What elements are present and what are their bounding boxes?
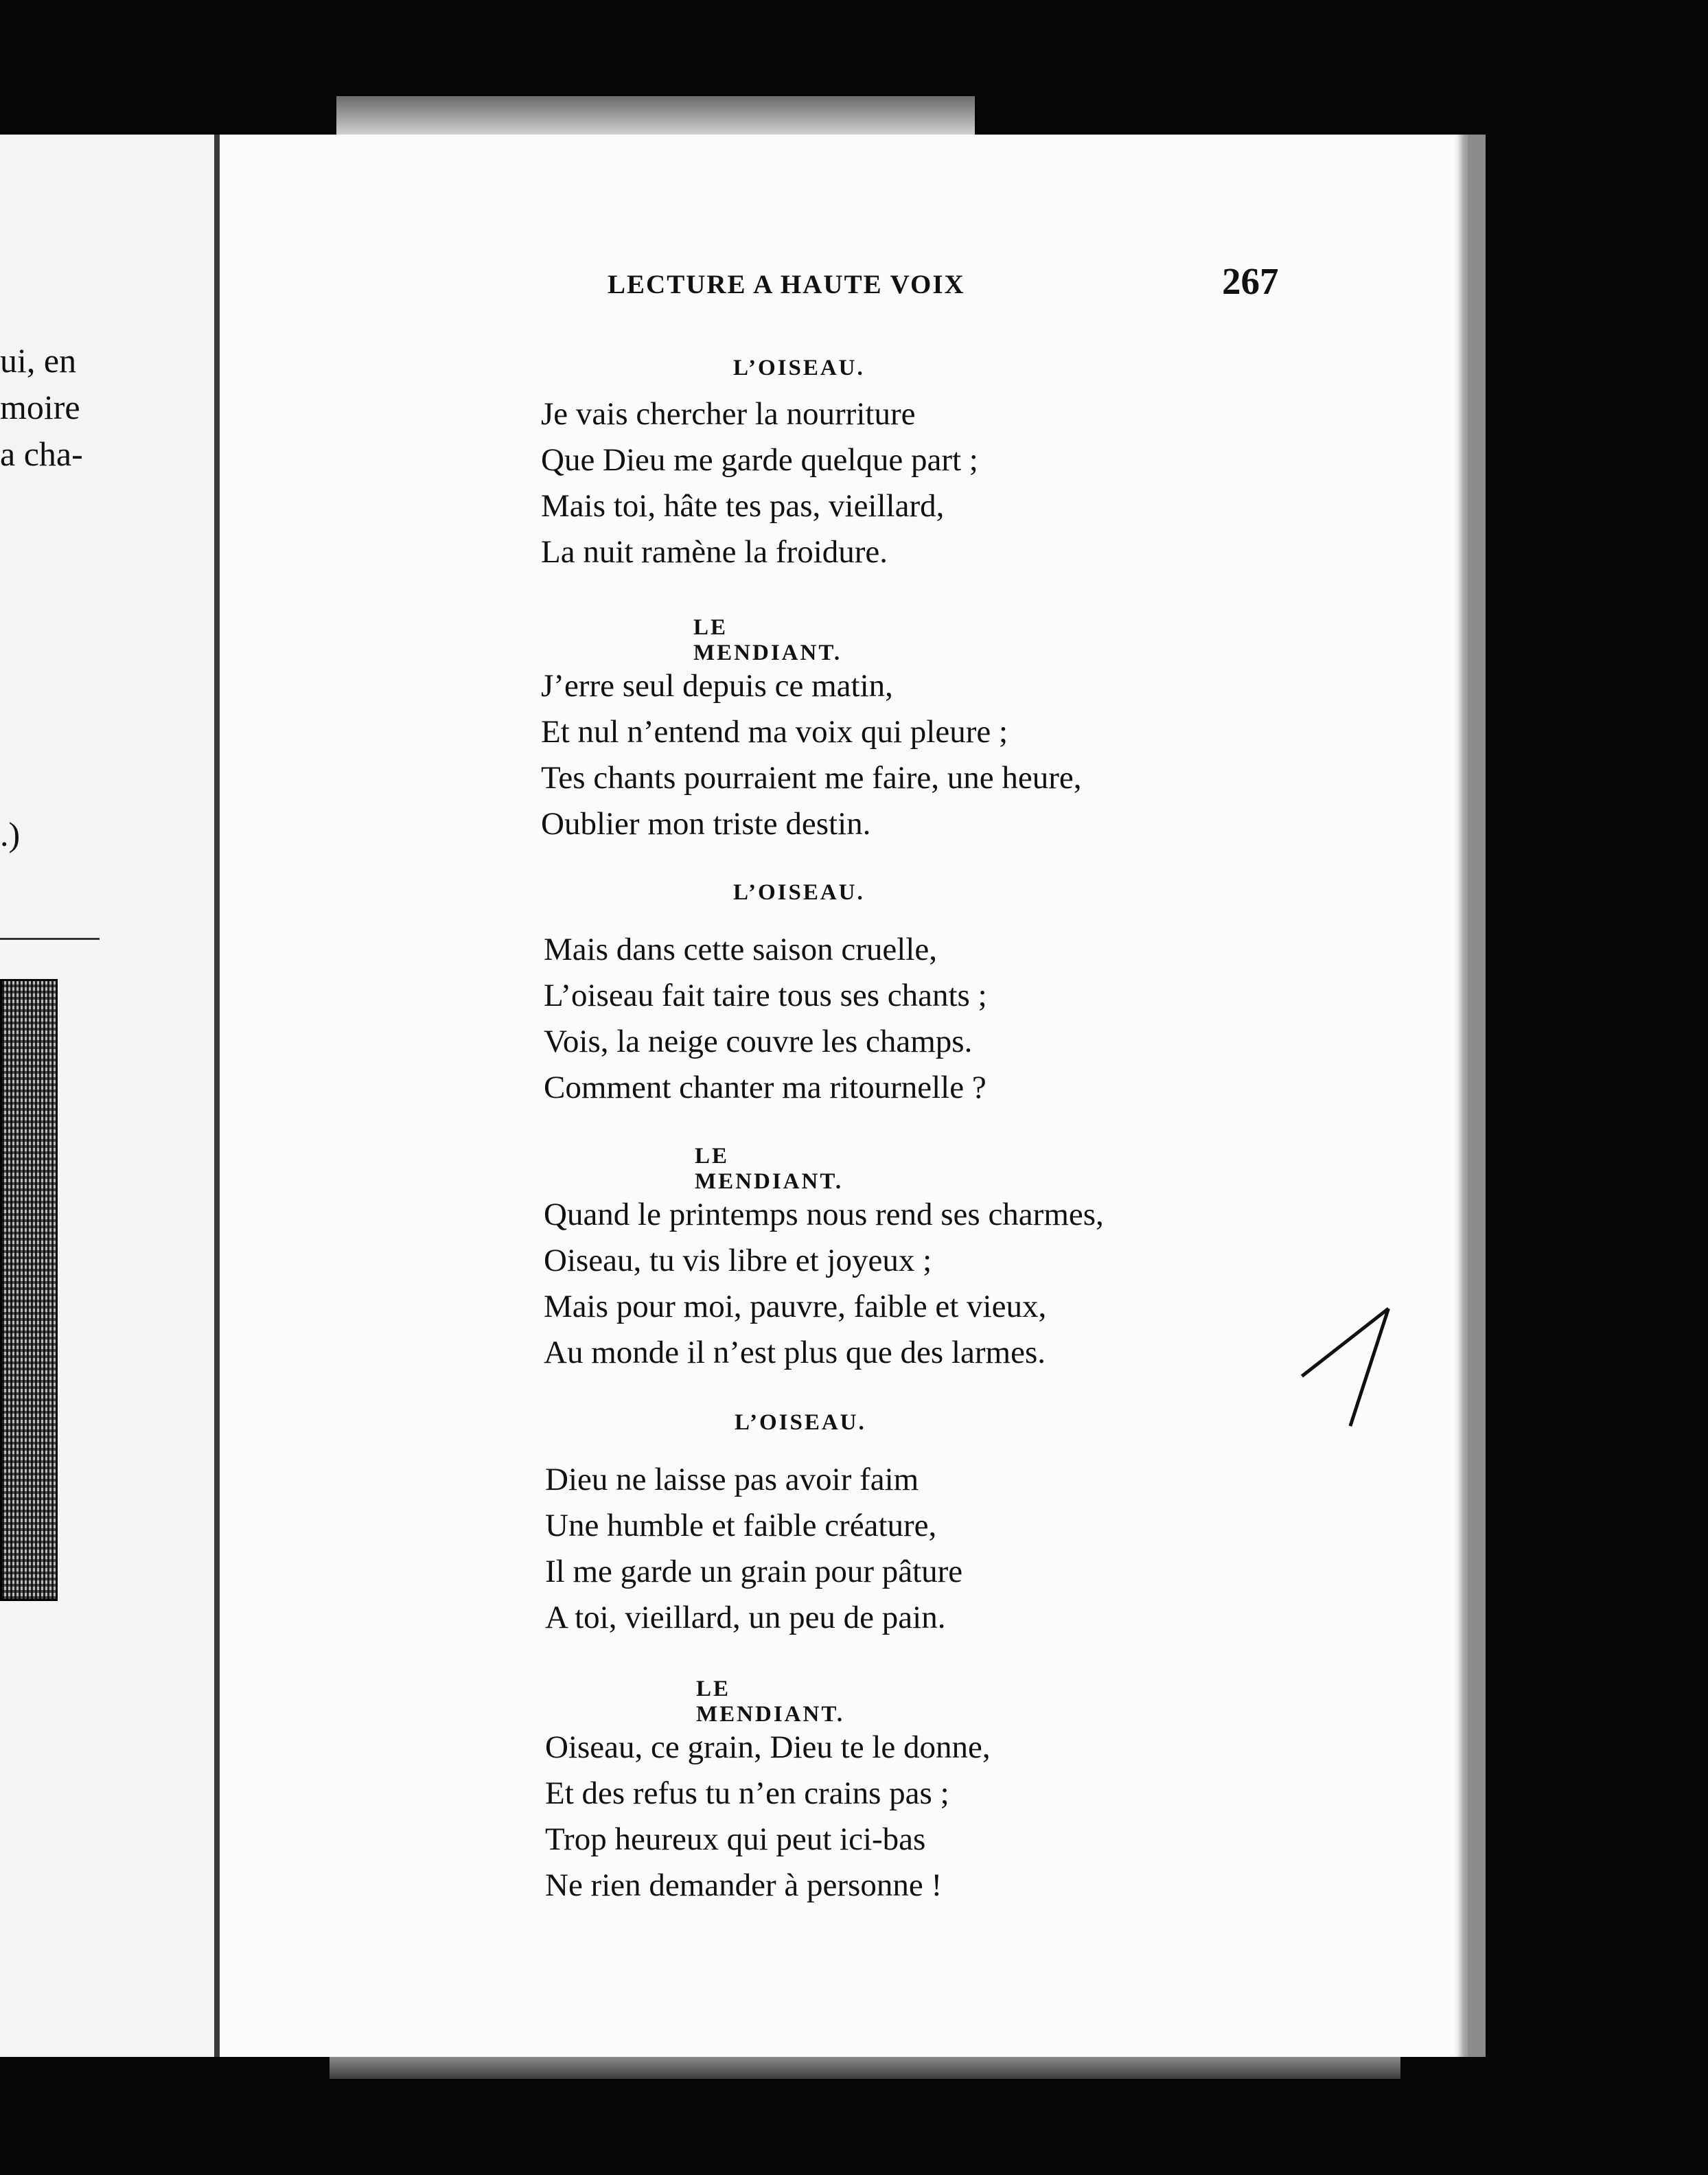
- verse-line: Oublier mon triste destin.: [541, 806, 871, 842]
- verse-line: Comment chanter ma ritournelle ?: [544, 1070, 986, 1105]
- verse-line: Au monde il n’est plus que des larmes.: [544, 1335, 1046, 1370]
- verse-line: Ne rien demander à personne !: [545, 1867, 943, 1903]
- verse-line: Mais pour moi, pauvre, faible et vieux,: [544, 1289, 1047, 1324]
- left-page-text-fragment: .): [0, 815, 21, 853]
- verse-lines: [541, 663, 1082, 847]
- verse-line: Trop heureux qui peut ici-bas: [545, 1821, 926, 1857]
- speaker-label: L’OISEAU.: [733, 880, 865, 905]
- left-page-text-fragment: moire: [0, 388, 80, 426]
- verse-line: L’oiseau fait taire tous ses chants ;: [544, 978, 987, 1013]
- verse-lines: [545, 1457, 962, 1641]
- speaker-label: LE MENDIANT.: [693, 615, 842, 665]
- left-page-text-fragment: ui, en: [0, 341, 77, 380]
- verse-line: Oiseau, ce grain, Dieu te le donne,: [545, 1729, 991, 1765]
- verse-line: Mais toi, hâte tes pas, vieillard,: [541, 488, 945, 524]
- verse-line: Et des refus tu n’en crains pas ;: [545, 1775, 949, 1811]
- verse-line: Et nul n’entend ma voix qui pleure ;: [541, 714, 1008, 750]
- book-page: [214, 135, 1486, 2057]
- verse-line: La nuit ramène la froidure.: [541, 534, 888, 570]
- verse-lines: [544, 1192, 1104, 1376]
- left-page-rule: [0, 938, 100, 940]
- verse-lines: [545, 1725, 991, 1909]
- left-page-fragment: [0, 135, 218, 2057]
- verse-line: Tes chants pourraient me faire, une heure,: [541, 760, 1082, 796]
- verse-line: Dieu ne laisse pas avoir faim: [545, 1462, 919, 1497]
- verse-line: Quand le printemps nous rend ses charmes,: [544, 1197, 1104, 1232]
- verse-line: Je vais chercher la nourriture: [541, 396, 916, 432]
- verse-lines: [544, 927, 987, 1111]
- book-top-edge: [336, 96, 975, 137]
- speaker-label: LE MENDIANT.: [696, 1677, 845, 1727]
- verse-line: Vois, la neige couvre les champs.: [544, 1024, 973, 1059]
- verse-lines: [541, 391, 978, 575]
- speaker-label: L’OISEAU.: [733, 356, 865, 380]
- page-number: 267: [1222, 260, 1279, 302]
- engraving-illustration: [0, 979, 58, 1601]
- verse-line: Que Dieu me garde quelque part ;: [541, 442, 978, 478]
- verse-line: Oiseau, tu vis libre et joyeux ;: [544, 1243, 932, 1278]
- left-page-text-fragment: a cha-: [0, 435, 83, 473]
- running-title: LECTURE A HAUTE VOIX: [608, 270, 965, 299]
- verse-line: Mais dans cette saison cruelle,: [544, 932, 937, 967]
- ink-mark: [1348, 1308, 1389, 1427]
- verse-line: Il me garde un grain pour pâture: [545, 1554, 963, 1589]
- verse-line: J’erre seul depuis ce matin,: [541, 668, 893, 704]
- verse-line: Une humble et faible créature,: [545, 1508, 937, 1543]
- speaker-label: LE MENDIANT.: [695, 1144, 844, 1194]
- speaker-label: L’OISEAU.: [735, 1410, 866, 1435]
- verse-line: A toi, vieillard, un peu de pain.: [545, 1600, 946, 1635]
